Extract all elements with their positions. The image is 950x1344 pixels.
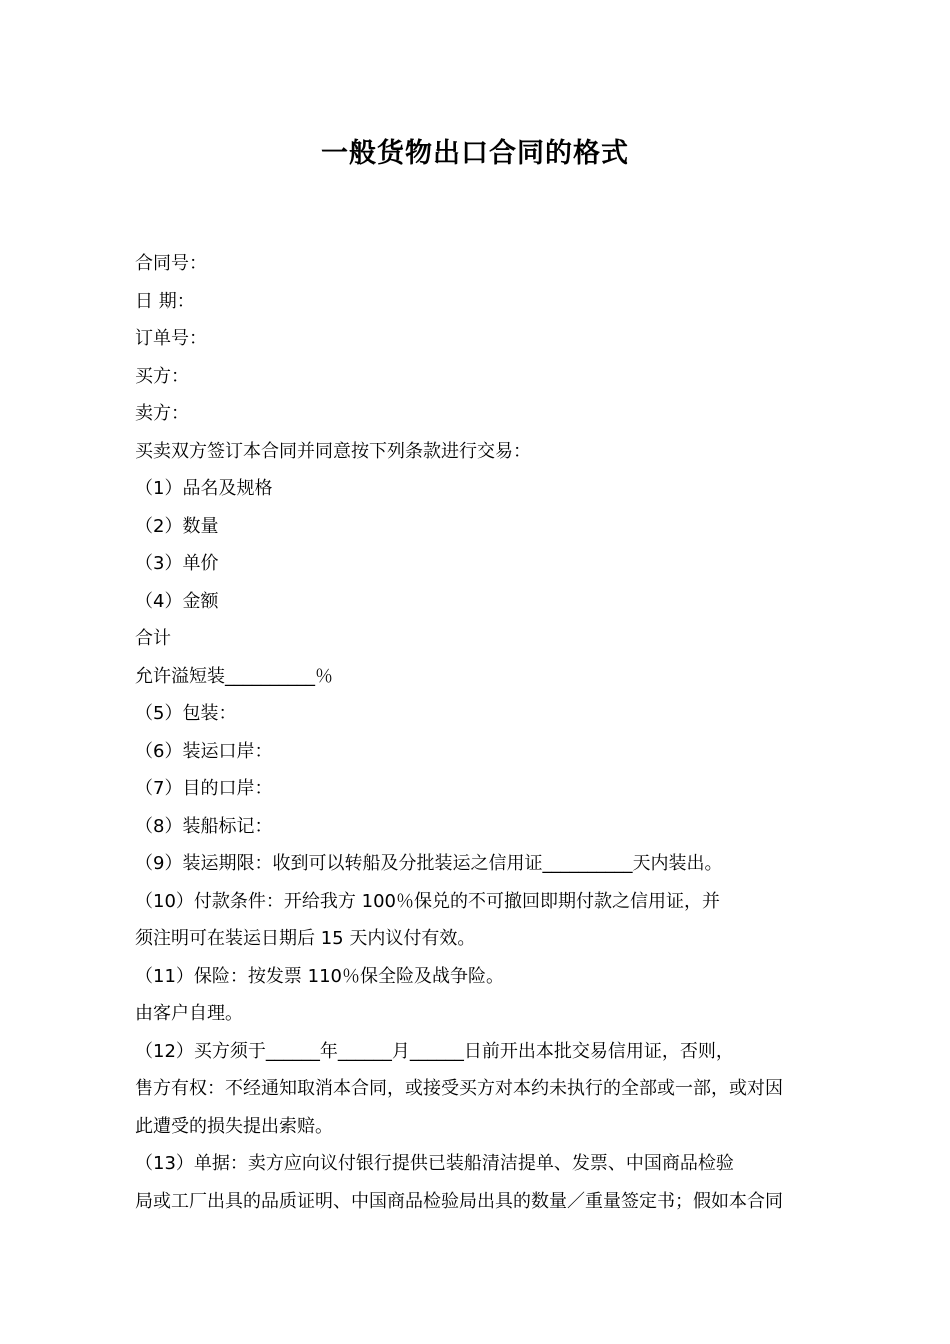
document-title: 一般货物出口合同的格式 — [321, 138, 629, 169]
clause-10-continued-line: 须注明可在装运日期后 15 天内议付有效。 — [135, 928, 476, 949]
clause-9-line: （9）装运期限：收到可以转船及分批装运之信用证__________天内装出。 — [135, 853, 723, 874]
tolerance-line: 允许溢短装__________％ — [135, 665, 333, 687]
clause-6-line: （6）装运口岸： — [135, 740, 273, 762]
clause-1-line: （1）品名及规格 — [135, 478, 273, 499]
clause-13-continued-line: 局或工厂出具的品质证明、中国商品检验局出具的数量／重量签定书；假如本合同 — [135, 1190, 783, 1212]
clause-8-line: （8）装船标记： — [135, 815, 273, 837]
clause-12-continued-line: 售方有权：不经通知取消本合同，或接受买方对本约未执行的全部或一部，或对因 — [135, 1078, 783, 1099]
clause-12-line: （12）买方须于______年______月______日前开出本批交易信用证，否则， — [135, 1040, 734, 1062]
clause-2-line: （2）数量 — [135, 515, 219, 537]
clause-4-line: （4）金额 — [135, 590, 219, 612]
total-line: 合计 — [135, 628, 171, 649]
clause-12-continued-line-2: 此遭受的损失提出索赔。 — [135, 1115, 333, 1137]
contract-number-line: 合同号： — [135, 253, 207, 274]
clause-7-line: （7）目的口岸： — [135, 778, 273, 799]
clause-11-line: （11）保险：按发票 110％保全险及战争险。 — [135, 965, 504, 987]
contract-body — [135, 245, 835, 1220]
clause-10-line: （10）付款条件：开给我方 100％保兑的不可撤回即期付款之信用证，并 — [135, 890, 720, 912]
clause-13-line: （13）单据：卖方应向议付银行提供已装船清洁提单、发票、中国商品检验 — [135, 1153, 734, 1174]
seller-line: 卖方： — [135, 403, 189, 424]
clause-11-continued-line: 由客户自理。 — [135, 1003, 243, 1024]
clause-3-line: （3）单价 — [135, 553, 219, 574]
order-number-line: 订单号： — [135, 328, 207, 349]
agreement-intro-line: 买卖双方签订本合同并同意按下列条款进行交易： — [135, 440, 531, 462]
buyer-line: 买方： — [135, 365, 189, 387]
date-line: 日 期： — [135, 290, 195, 312]
clause-5-line: （5）包装： — [135, 703, 237, 724]
